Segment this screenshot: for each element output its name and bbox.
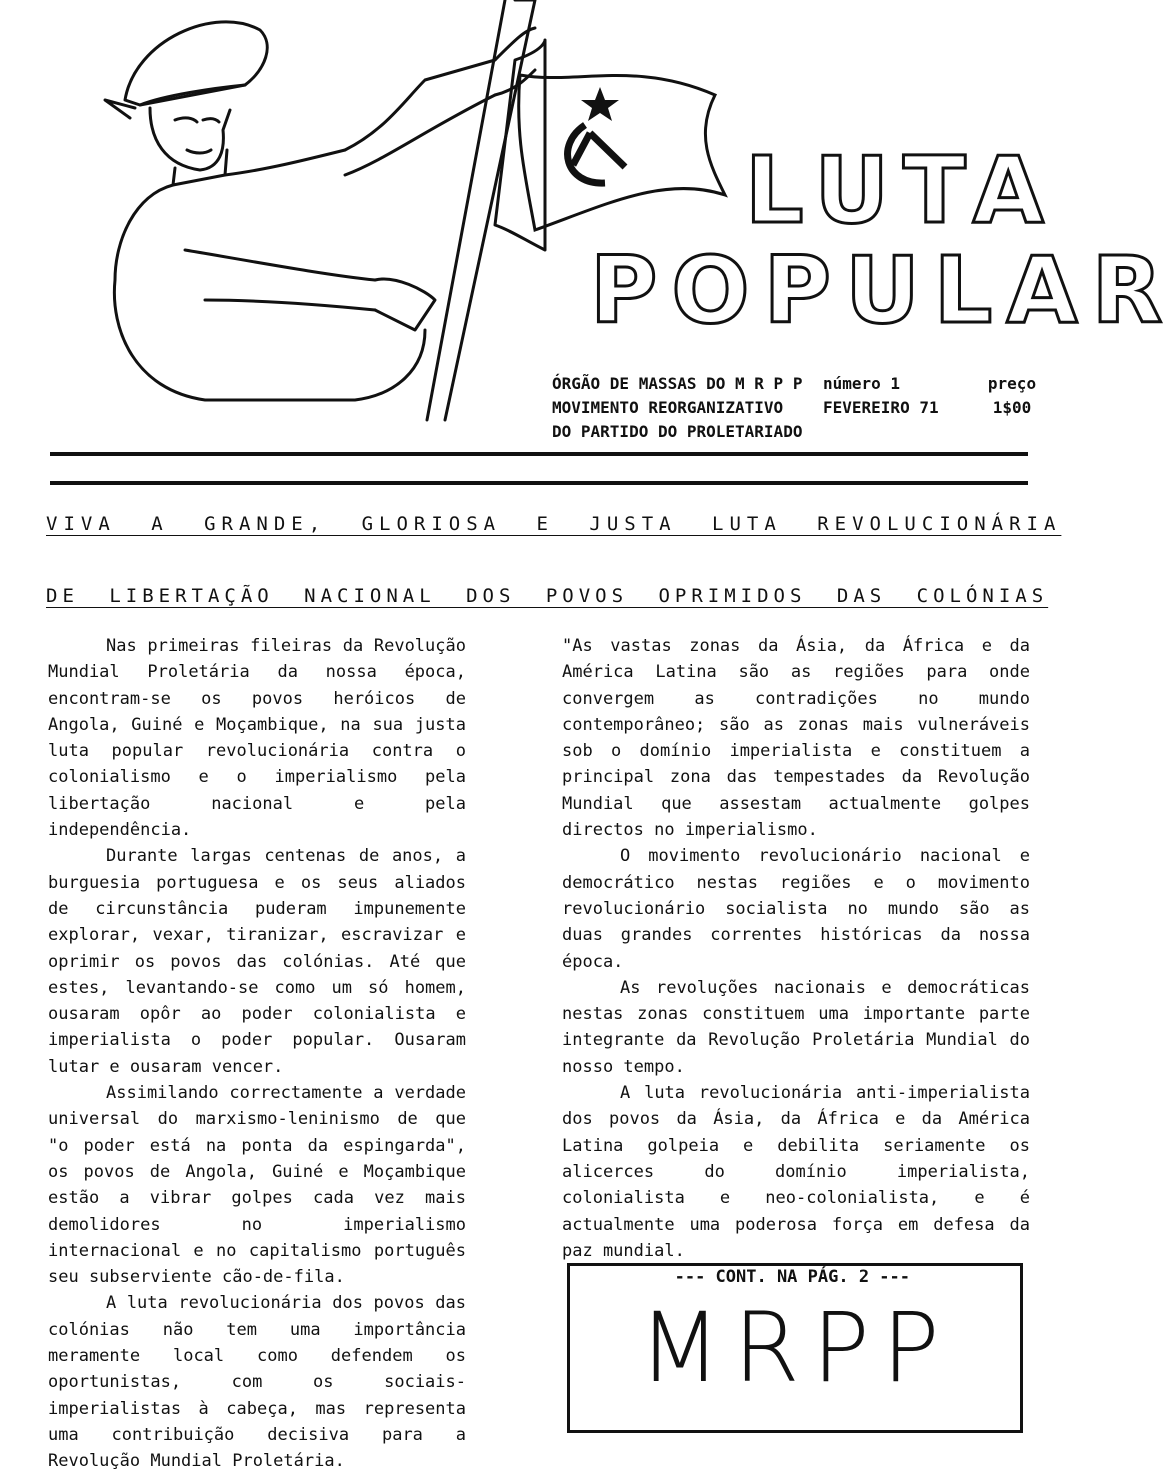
divider-top xyxy=(50,452,1028,456)
mrpp-logo-text: MRPP xyxy=(638,1292,952,1404)
headline-line-1: VIVA A GRANDE, GLORIOSA E JUSTA LUTA REVOLUCIONÁRIA xyxy=(46,513,1062,535)
continuation-note: --- CONT. NA PÁG. 2 --- xyxy=(674,1267,910,1288)
org-line-3: DO PARTIDO DO PROLETARIADO xyxy=(552,422,803,441)
price-info xyxy=(982,372,1042,420)
paragraph: Assimilando correctamente a verdade universal do marxismo-leninismo de que "o poder está na ponta da espingarda", os povos de Angola, Guiné e Moçambique estão a vibrar golpes cada vez mais demolidores no imperialismo internacional e no capitalismo português seu subserviente cão-de-fila. xyxy=(48,1083,466,1288)
paragraph: Durante largas centenas de anos, a burguesia portuguesa e os seus aliados de circunstância puderam impunemente explorar, vexar, tiranizar, escravizar e oprimir os povos das colónias. Até que estes, levantando-se como um só homem, ousaram opôr ao poder colonialista e imperialista o poder popular. Ousaram lutar e ousaram vencer. xyxy=(48,846,466,1077)
headline-line-2: DE LIBERTAÇÃO NACIONAL DOS POVOS OPRIMIDOS DAS COLÓNIAS xyxy=(46,585,1049,607)
divider-bottom xyxy=(50,481,1028,485)
paragraph: "As vastas zonas da Ásia, da África e da América Latina são as regiões para onde convergem as contradições no mundo contemporâneo; são as zonas mais vulneráveis sob o domínio imperialista e constituem a principal zona das tempestades da Revolução Mundial que assestam actualmente golpes directos no imperialismo. xyxy=(562,636,1030,841)
title-line-1: LUTA xyxy=(745,137,1058,244)
organization-info xyxy=(552,372,822,444)
mrpp-logo-box xyxy=(567,1263,1023,1433)
paragraph: Nas primeiras fileiras da Revolução Mundial Proletária da nossa época, encontram-se os povos heróicos de Angola, Guiné e Moçambique, na sua justa luta popular revolucionária contra o colonialismo e o imperialismo pela libertação nacional e pela independência. xyxy=(48,636,466,841)
issue-number: número 1 xyxy=(823,374,901,393)
issue-date: FEVEREIRO 71 xyxy=(823,398,939,417)
paragraph: A luta revolucionária dos povos das colónias não tem uma importância meramente local como defendem os oportunistas, com os sociais-imperialistas à cabeça, mas representa uma contribuição decisiva para a Revolução Mundial Proletária. xyxy=(48,1293,466,1472)
issue-info xyxy=(823,372,963,420)
newspaper-title xyxy=(590,137,1176,344)
paragraph: A luta revolucionária anti-imperialista dos povos da Ásia, da África e da América Latina golpeia e debilita seriamente os alicerces do domínio imperialista, colonialista e neo-colonialista, e é actualmente uma poderosa força em defesa da paz mundial. xyxy=(562,1083,1030,1261)
title-line-2: POPULAR xyxy=(590,237,1176,344)
right-column xyxy=(562,633,1030,1290)
org-line-1: ÓRGÃO DE MASSAS DO M R P P xyxy=(552,374,803,393)
paragraph: As revoluções nacionais e democráticas nestas zonas constituem uma importante parte integrante da Revolução Proletária Mundial do nosso tempo. xyxy=(562,977,1030,1077)
price-value: 1$00 xyxy=(992,398,1032,417)
worker-with-flag-illustration xyxy=(95,0,545,420)
paragraph: O movimento revolucionário nacional e democrático nestas regiões e o movimento revolucionário socialista no mundo são as duas grandes correntes históricas da nossa época. xyxy=(562,846,1030,972)
price-label: preço xyxy=(987,374,1037,393)
left-column xyxy=(48,633,466,1475)
org-line-2: MOVIMENTO REORGANIZATIVO xyxy=(552,398,784,417)
